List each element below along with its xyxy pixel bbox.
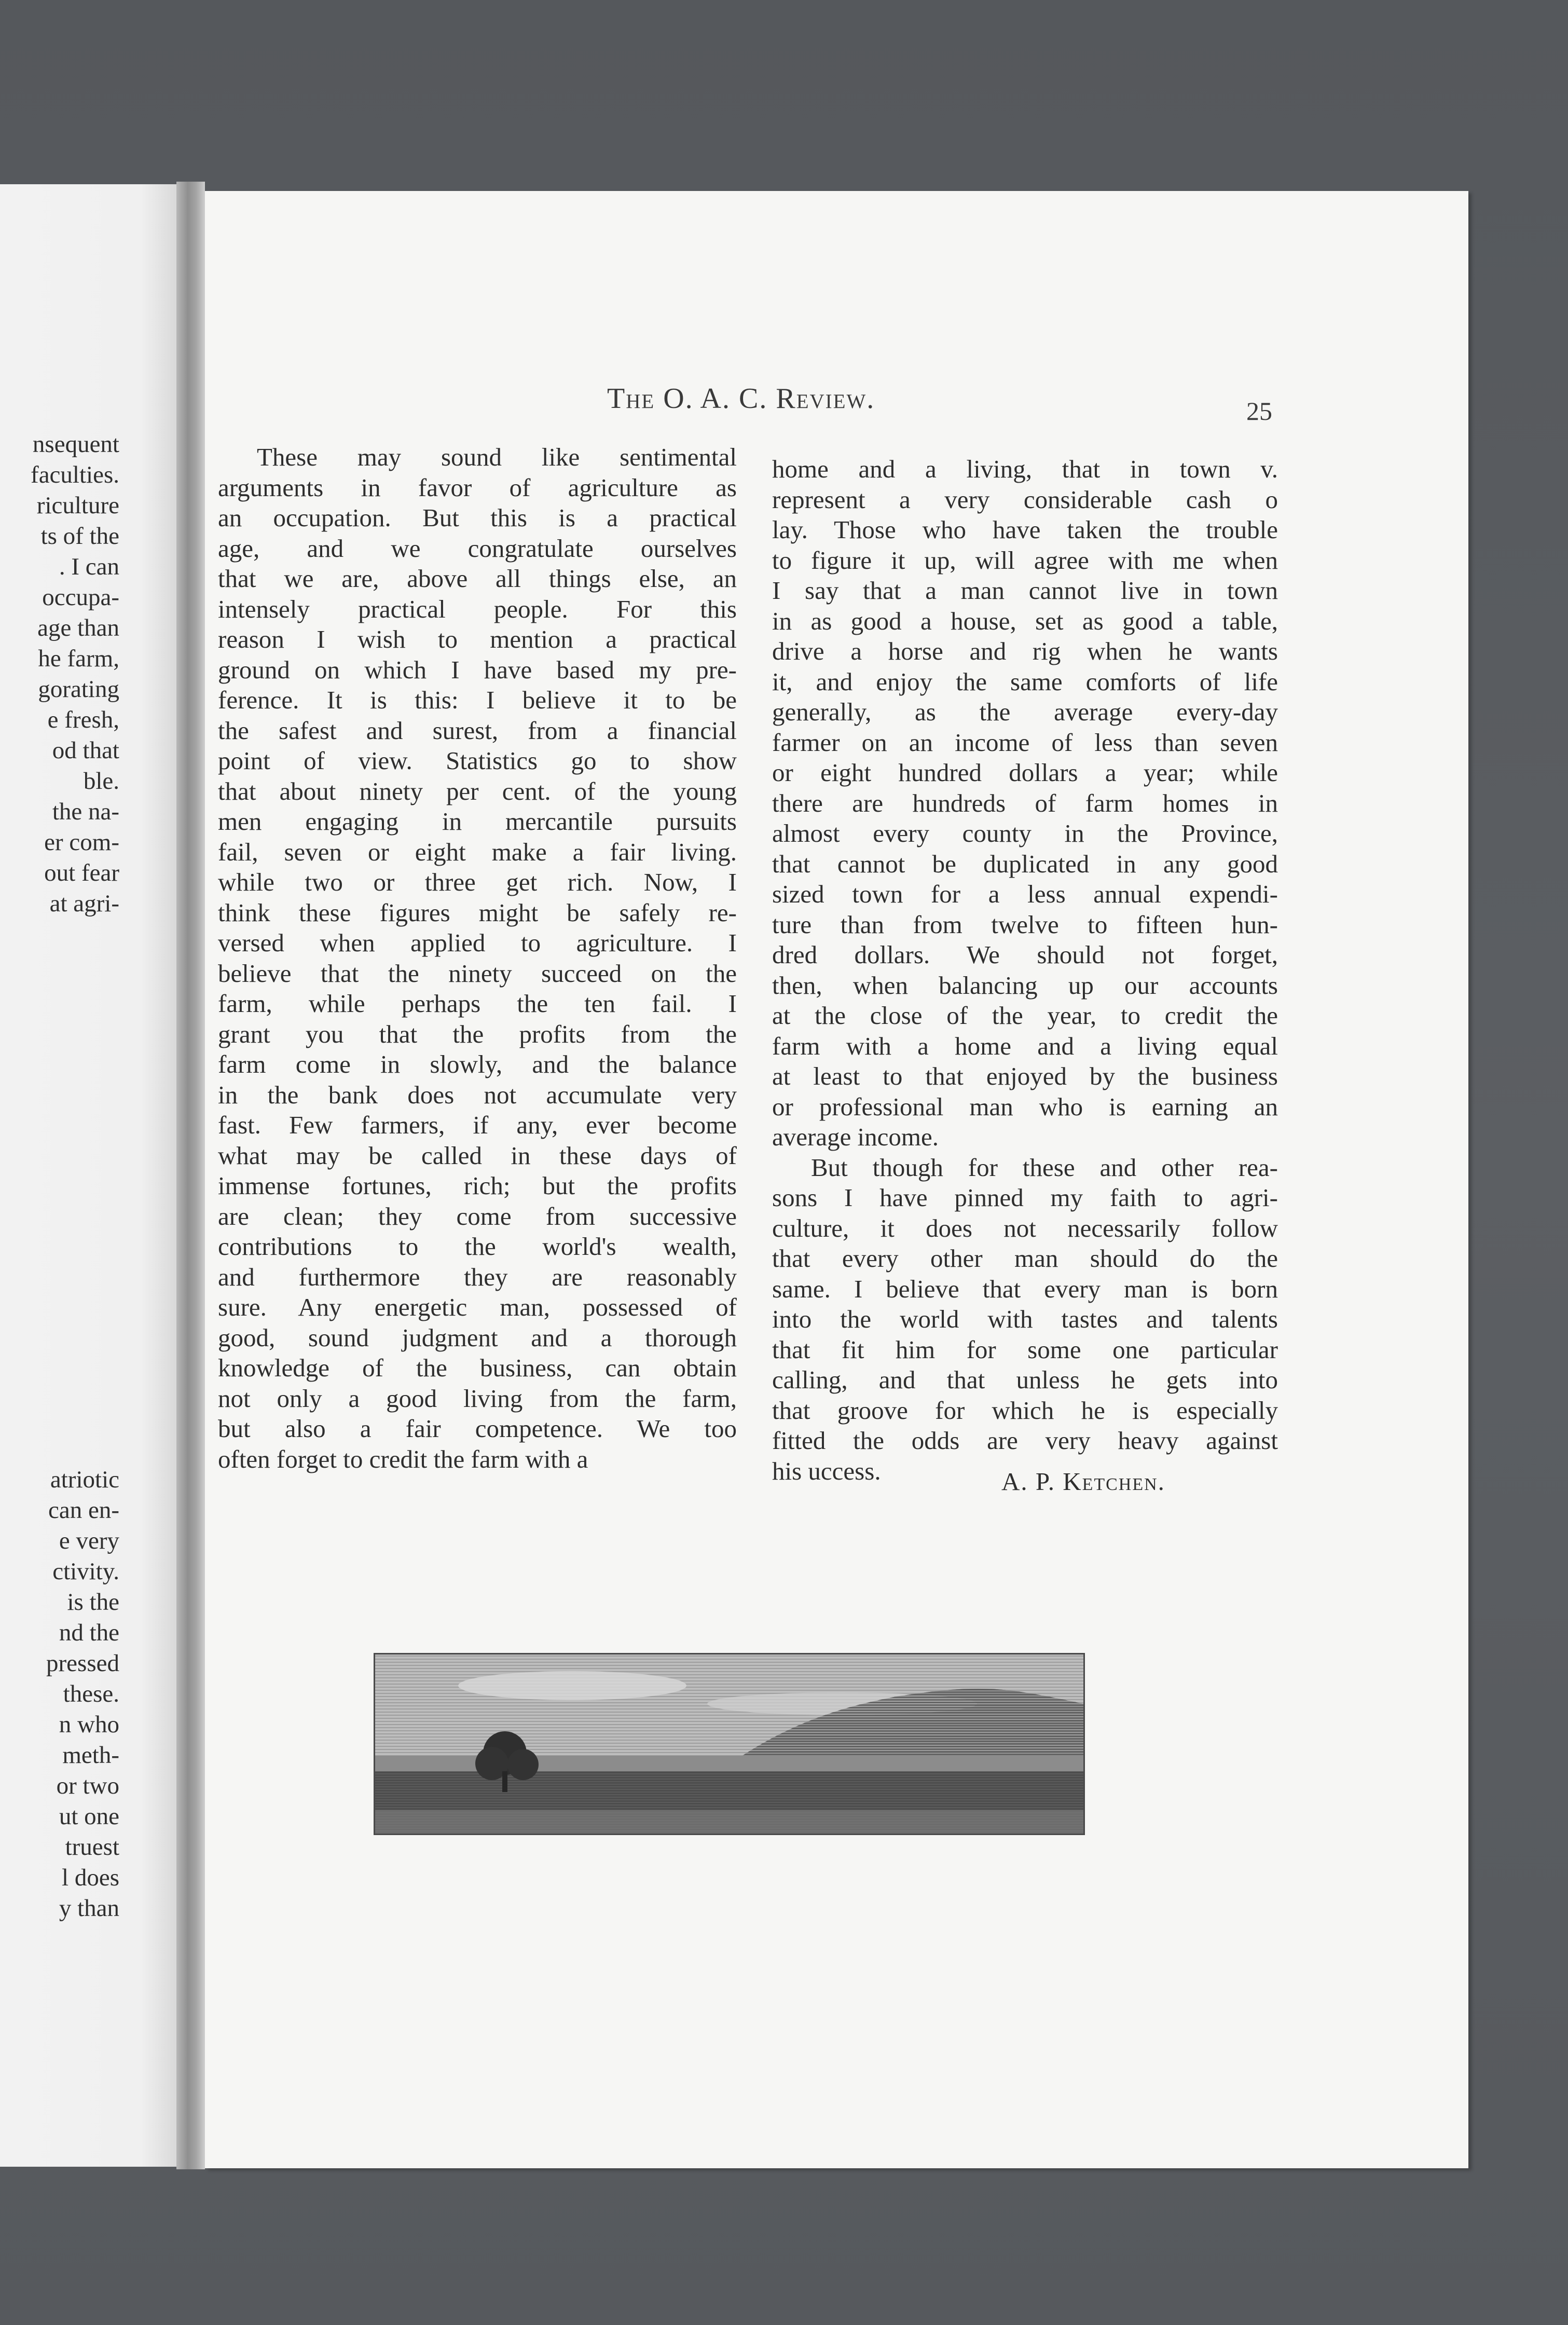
tree (507, 1749, 539, 1780)
text-line: at least to that enjoyed by the business (772, 1062, 1278, 1090)
previous-page-line: . I can (59, 553, 119, 580)
previous-page-line: od that (52, 737, 119, 764)
text-line: contributions to the world's wealth, (218, 1232, 737, 1261)
text-line: that cannot be duplicated in any good (772, 849, 1278, 878)
text-line: knowledge of the business, can obtain (218, 1353, 737, 1382)
previous-page-line: he farm, (38, 645, 119, 672)
page-gutter (176, 182, 205, 2169)
text-line: ground on which I have based my pre- (218, 655, 737, 684)
text-line: fitted the odds are very heavy against (772, 1426, 1278, 1455)
previous-page-line: nsequent (32, 431, 119, 458)
previous-page-line: or two (56, 1772, 119, 1799)
text-line: ference. It is this: I believe it to be (218, 686, 737, 714)
text-line: often forget to credit the farm with a (218, 1444, 588, 1473)
previous-page-line: nd the (59, 1619, 119, 1646)
previous-page-line: out fear (44, 859, 119, 886)
text-line: home and a living, that in town v. (772, 455, 1278, 483)
text-line: at the close of the year, to credit the (772, 1001, 1278, 1030)
previous-page-line: ctivity. (52, 1558, 119, 1585)
text-line: while two or three get rich. Now, I (218, 868, 737, 896)
previous-page-line: the na- (52, 798, 119, 825)
text-line: fail, seven or eight make a fair living. (218, 837, 737, 866)
previous-page-line: pressed (46, 1650, 119, 1677)
text-line: versed when applied to agriculture. I (218, 928, 737, 957)
previous-page-line: can en- (48, 1497, 119, 1524)
text-line: dred dollars. We should not forget, (772, 940, 1278, 969)
text-line: think these figures might be safely re- (218, 898, 737, 927)
text-line: the safest and surest, from a financial (218, 716, 737, 745)
text-line: good, sound judgment and a thorough (218, 1323, 737, 1352)
previous-page-line: these. (63, 1680, 119, 1707)
text-line: grant you that the profits from the (218, 1019, 737, 1048)
text-line: there are hundreds of farm homes in (772, 788, 1278, 817)
text-line: farm with a home and a living equal (772, 1031, 1278, 1060)
text-line: that about ninety per cent. of the young (218, 776, 737, 805)
text-line: an occupation. But this is a practical (218, 503, 737, 532)
text-line: sons I have pinned my faith to agri- (772, 1183, 1278, 1212)
text-line: and furthermore they are reasonably (218, 1262, 737, 1291)
text-line: calling, and that unless he gets into (772, 1365, 1278, 1394)
previous-page-lower-text (0, 1465, 119, 1924)
text-line: but also a fair competence. We too (218, 1414, 737, 1443)
text-line: then, when balancing up our accounts (772, 970, 1278, 1000)
previous-page-line: y than (59, 1895, 119, 1922)
text-line: that fit him for some one particular (772, 1335, 1278, 1364)
previous-page-line: ts of the (40, 523, 119, 550)
text-line: sized town for a less annual expendi- (772, 880, 1278, 908)
text-line: farm, while perhaps the ten fail. I (218, 989, 737, 1018)
foreground-strip (375, 1810, 1083, 1834)
previous-page-line: riculture (36, 492, 119, 519)
previous-page-line: occupa- (42, 584, 119, 611)
text-line: farm come in slowly, and the balance (218, 1050, 737, 1078)
previous-page-line: ble. (83, 768, 119, 795)
text-line: ture than from twelve to fifteen hun- (772, 910, 1278, 939)
text-line: drive a horse and rig when he wants (772, 637, 1278, 665)
text-line: reason I wish to mention a practical (218, 625, 737, 653)
previous-page-line: ut one (59, 1803, 119, 1830)
running-head: The O. A. C. Review. (607, 382, 875, 415)
text-line: or eight hundred dollars a year; while (772, 758, 1278, 787)
previous-page-upper-text (0, 429, 119, 919)
author-signature: A. P. Ketchen. (1001, 1467, 1165, 1496)
text-line: But though for these and other rea- (811, 1153, 1278, 1182)
cloud (458, 1671, 686, 1700)
text-line: age, and we congratulate ourselves (218, 534, 737, 563)
text-line: men engaging in mercantile pursuits (218, 807, 737, 836)
text-line: same. I believe that every man is born (772, 1274, 1278, 1303)
text-line: generally, as the average every-day (772, 698, 1278, 726)
previous-page-line: er com- (44, 829, 119, 856)
text-line: average income. (772, 1123, 939, 1151)
text-line: point of view. Statistics go to show (218, 746, 737, 775)
text-line: that every other man should do the (772, 1244, 1278, 1273)
page-number: 25 (1246, 396, 1272, 426)
previous-page-line: faculties. (31, 461, 119, 488)
previous-page-line: truest (65, 1834, 119, 1861)
previous-page-line: l does (62, 1864, 119, 1891)
text-line: that we are, above all things else, an (218, 564, 737, 593)
text-line: intensely practical people. For this (218, 594, 737, 623)
tree-trunk (502, 1771, 507, 1792)
text-line: almost every county in the Province, (772, 819, 1278, 847)
text-line: sure. Any energetic man, possessed of (218, 1293, 737, 1321)
previous-page-line: gorating (38, 676, 119, 703)
previous-page-line: atriotic (50, 1466, 119, 1493)
text-line: what may be called in these days of (218, 1141, 737, 1170)
text-line: to figure it up, will agree with me when (772, 545, 1278, 575)
text-line: believe that the ninety succeed on the (218, 959, 737, 988)
previous-page (0, 184, 176, 2167)
text-line: farmer on an income of less than seven (772, 728, 1278, 757)
previous-page-line: e fresh, (47, 706, 119, 733)
article-left-column (218, 442, 737, 1474)
previous-page-line: at agri- (49, 890, 119, 917)
previous-page-line: is the (67, 1589, 119, 1616)
previous-page-line: e very (59, 1527, 119, 1554)
text-line: arguments in favor of agriculture as (218, 473, 737, 502)
text-line: are clean; they come from successive (218, 1201, 737, 1230)
text-line: that groove for which he is especially (772, 1396, 1278, 1425)
text-line: immense fortunes, rich; but the profits (218, 1171, 737, 1200)
article-right-column (772, 454, 1278, 1486)
text-line: into the world with tastes and talents (772, 1305, 1278, 1333)
text-line: These may sound like sentimental (257, 443, 737, 471)
text-line: lay. Those who have taken the trouble (772, 515, 1278, 544)
previous-page-line: meth- (62, 1742, 119, 1769)
landscape-engraving (374, 1653, 1085, 1835)
text-line: fast. Few farmers, if any, ever become (218, 1111, 737, 1139)
text-line: represent a very considerable cash o (772, 485, 1278, 514)
text-line: not only a good living from the farm, (218, 1384, 737, 1413)
text-line: culture, it does not necessarily follow (772, 1213, 1278, 1242)
landscape-illustration (375, 1654, 1083, 1834)
text-line: in the bank does not accumulate very (218, 1080, 737, 1109)
text-line: his uccess. (772, 1456, 881, 1485)
text-line: it, and enjoy the same comforts of life (772, 667, 1278, 696)
previous-page-line: n who (59, 1711, 119, 1738)
text-line: in as good a house, set as good a table, (772, 606, 1278, 635)
previous-page-line: age than (37, 614, 119, 641)
text-line: I say that a man cannot live in town (772, 576, 1278, 605)
text-line: or professional man who is earning an (772, 1092, 1278, 1121)
